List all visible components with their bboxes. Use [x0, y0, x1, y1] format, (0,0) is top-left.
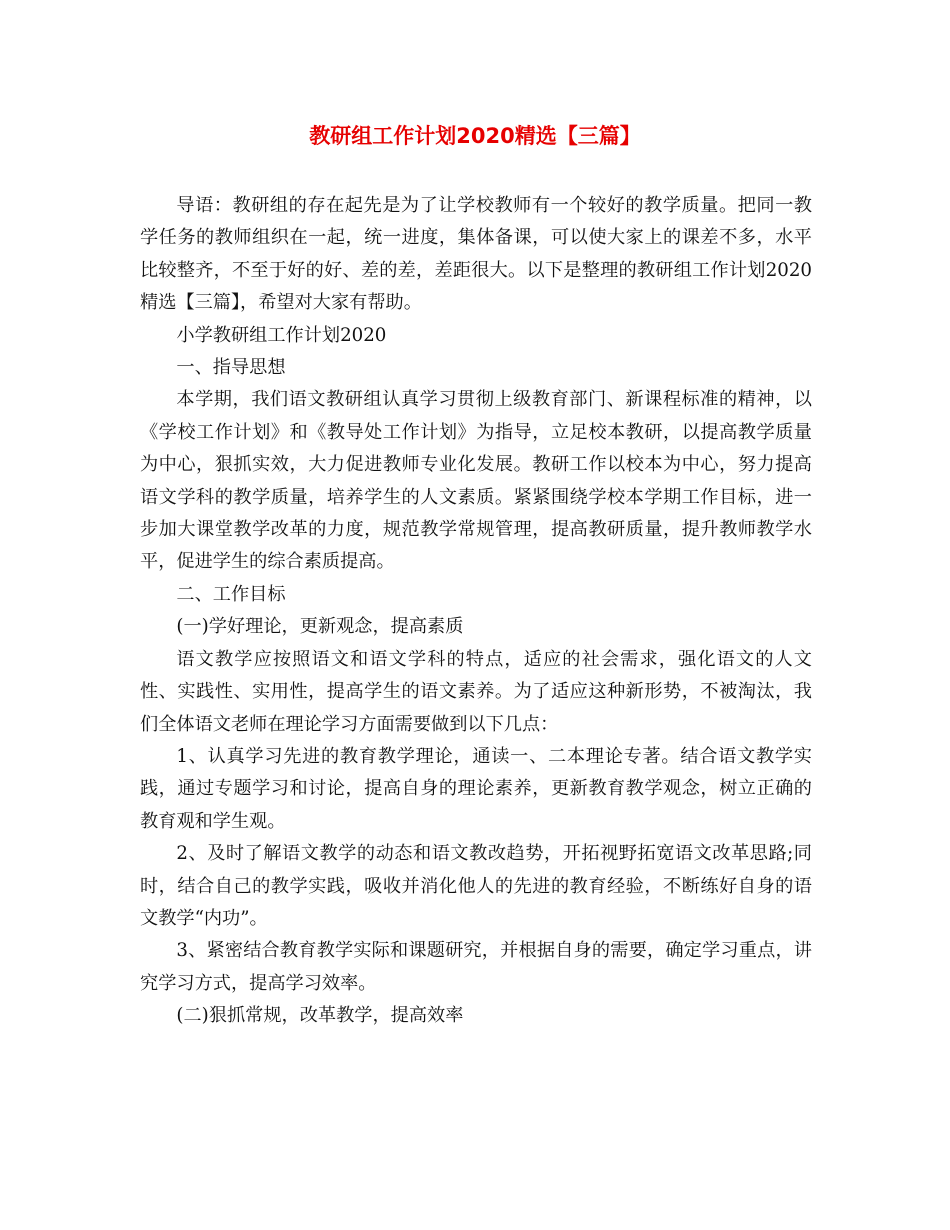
section-heading: 一、指导思想 — [176, 357, 286, 379]
document-body — [140, 190, 812, 1033]
section-heading: 二、工作目标 — [176, 583, 286, 605]
list-item: 2、及时了解语文教学的动态和语文教改趋势，开拓视野拓宽语文改革思路;同时，结合自己的教学实践，吸收并消化他人的先进的教育经验，不断练好自身的语文教学“内功”。 — [140, 843, 812, 929]
subsection-heading: (一)学好理论，更新观念，提高素质 — [176, 616, 464, 638]
intro-paragraph: 导语：教研组的存在起先是为了让学校教师有一个较好的教学质量。把同一教学任务的教师组织在一起，统一进度，集体备课，可以使大家上的课差不多，水平比较整齐，不至于好的好、差的差，差距很大。以下是整理的教研组工作计划2020精选【三篇】，希望对大家有帮助。 — [140, 195, 812, 314]
body-paragraph: 本学期，我们语文教研组认真学习贯彻上级教育部门、新课程标准的精神，以《学校工作计划》和《教导处工作计划》为指导，立足校本教研，以提高教学质量为中心，狠抓实效，大力促进教师专业化发展。教研工作以校本为中心，努力提高语文学科的教学质量，培养学生的人文素质。紧紧围绕学校本学期工作目标，进一步加大课堂教学改革的力度，规范教学常规管理，提高教研质量，提升教师教学水平，促进学生的综合素质提高。 — [140, 389, 812, 573]
subsection-heading: (二)狠抓常规，改革教学，提高效率 — [176, 1005, 464, 1027]
list-item: 3、紧密结合教育教学实际和课题研究，并根据自身的需要，确定学习重点，讲究学习方式，提高学习效率。 — [140, 940, 812, 994]
section-heading: 小学教研组工作计划2020 — [176, 324, 387, 346]
body-paragraph: 语文教学应按照语文和语文学科的特点，适应的社会需求，强化语文的人文性、实践性、实用性，提高学生的语文素养。为了适应这种新形势，不被淘汰，我们全体语文老师在理论学习方面需要做到以下几点： — [140, 648, 812, 735]
list-item: 1、认真学习先进的教育教学理论，通读一、二本理论专著。结合语文教学实践，通过专题学习和讨论，提高自身的理论素养，更新教育教学观念，树立正确的教育观和学生观。 — [140, 745, 812, 832]
document-title: 教研组工作计划2020精选【三篇】 — [309, 124, 641, 148]
